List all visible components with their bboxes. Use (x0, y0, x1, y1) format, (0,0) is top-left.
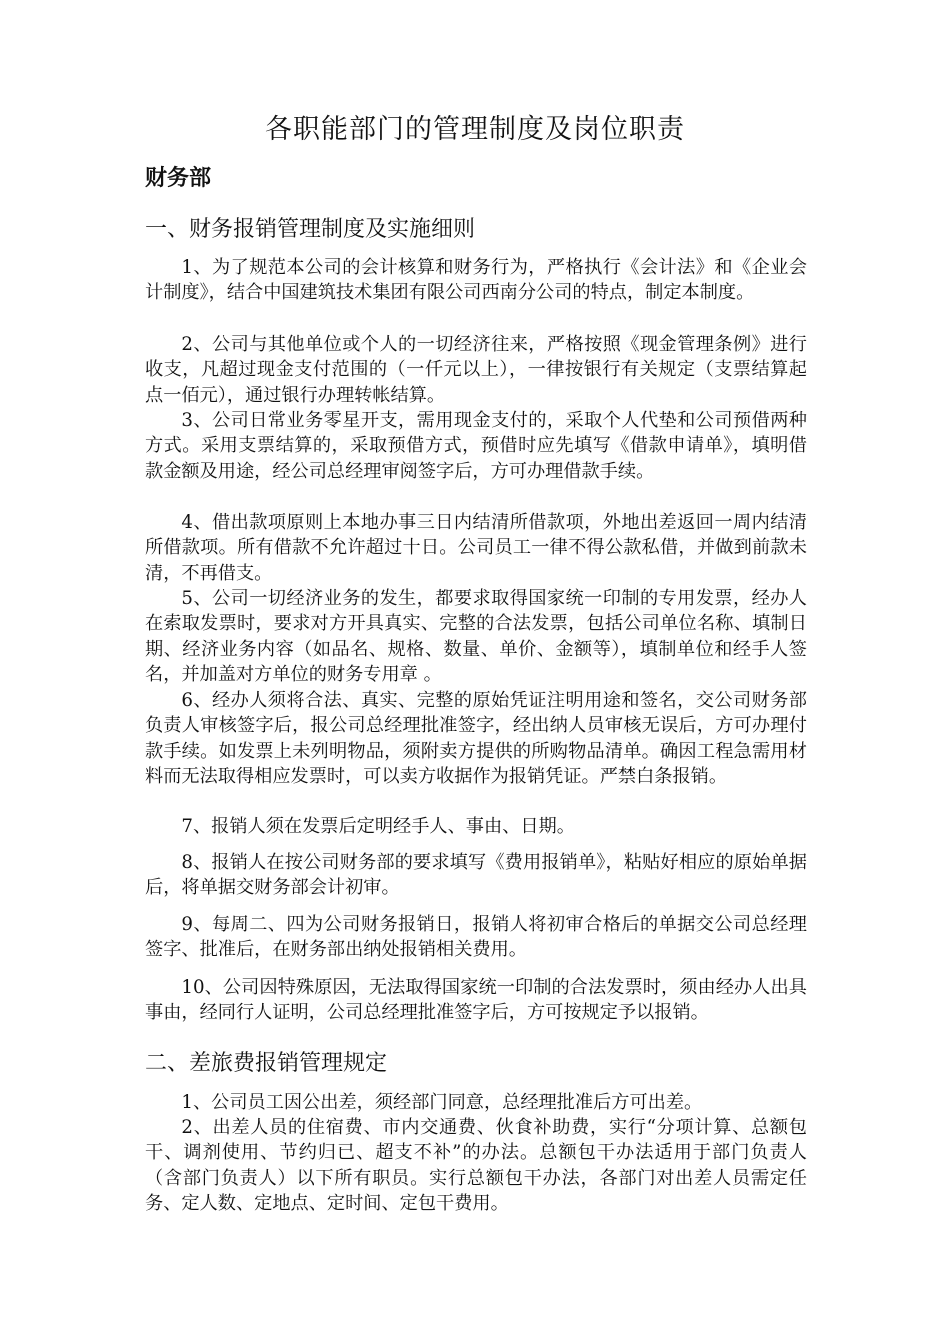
paragraph-2-1: 1、公司员工因公出差，须经部门同意，总经理批准后方可出差。 (181, 1092, 703, 1113)
paragraph-1-6: 6、经办人须将合法、真实、完整的原始凭证注明用途和签名，交公司财务部负责人审核签字后，报公司总经理批准签字，经出纳人员审核无误后，方可办理付款手续。如发票上未列明物品，须附卖方提供的所购物品清单。确因工程急需用材料而无法取得相应发票时，可以卖方收据作为报销凭证。严禁白条报销。 (145, 690, 807, 788)
paragraph-1-9: 9、每周二、四为公司财务报销日，报销人将初审合格后的单据交公司总经理签字、批准后，在财务部出纳处报销相关费用。 (145, 914, 807, 961)
department-heading: 财务部 (145, 166, 212, 191)
paragraph-1-5: 5、公司一切经济业务的发生，都要求取得国家统一印制的专用发票，经办人在索取发票时，要求对方开具真实、完整的合法发票，包括公司单位名称、填制日期、经济业务内容（如品名、规格、数量、单价、金额等），填制单位和经手人签名，并加盖对方单位的财务专用章 。 (145, 588, 807, 686)
paragraph-1-10: 10、公司因特殊原因，无法取得国家统一印制的合法发票时，须由经办人出具事由，经同行人证明，公司总经理批准签字后，方可按规定予以报销。 (145, 977, 807, 1024)
paragraph-1-8: 8、报销人在按公司财务部的要求填写《费用报销单》，粘贴好相应的原始单据后，将单据交财务部会计初审。 (145, 852, 807, 899)
paragraph-1-3: 3、公司日常业务零星开支，需用现金支付的，采取个人代垫和公司预借两种方式。采用支票结算的，采取预借方式，预借时应先填写《借款申请单》，填明借款金额及用途，经公司总经理审阅签字后，方可办理借款手续。 (145, 410, 807, 482)
paragraph-1-1: 1、为了规范本公司的会计核算和财务行为，严格执行《会计法》和《企业会计制度》，结合中国建筑技术集团有限公司西南分公司的特点，制定本制度。 (145, 257, 807, 304)
paragraph-1-4: 4、借出款项原则上本地办事三日内结清所借款项，外地出差返回一周内结清所借款项。所有借款不允许超过十日。公司员工一律不得公款私借，并做到前款未清，不再借支。 (145, 512, 807, 584)
paragraph-1-7: 7、报销人须在发票后定明经手人、事由、日期。 (181, 816, 575, 837)
document-title: 各职能部门的管理制度及岗位职责 (265, 114, 685, 145)
paragraph-1-2: 2、公司与其他单位或个人的一切经济往来，严格按照《现金管理条例》进行收支，凡超过现金支付范围的（一仟元以上），一律按银行有关规定（支票结算起点一佰元），通过银行办理转帐结算。 (145, 334, 807, 406)
section-heading-reimbursement: 一、财务报销管理制度及实施细则 (145, 217, 476, 242)
section-heading-travel: 二、差旅费报销管理规定 (145, 1051, 388, 1076)
paragraph-2-2: 2、出差人员的住宿费、市内交通费、伙食补助费，实行“分项计算、总额包干、调剂使用、节约归已、超支不补”的办法。总额包干办法适用于部门负责人（含部门负责人）以下所有职员。实行总额包干办法，各部门对出差人员需定任务、定人数、定地点、定时间、定包干费用。 (145, 1117, 807, 1215)
